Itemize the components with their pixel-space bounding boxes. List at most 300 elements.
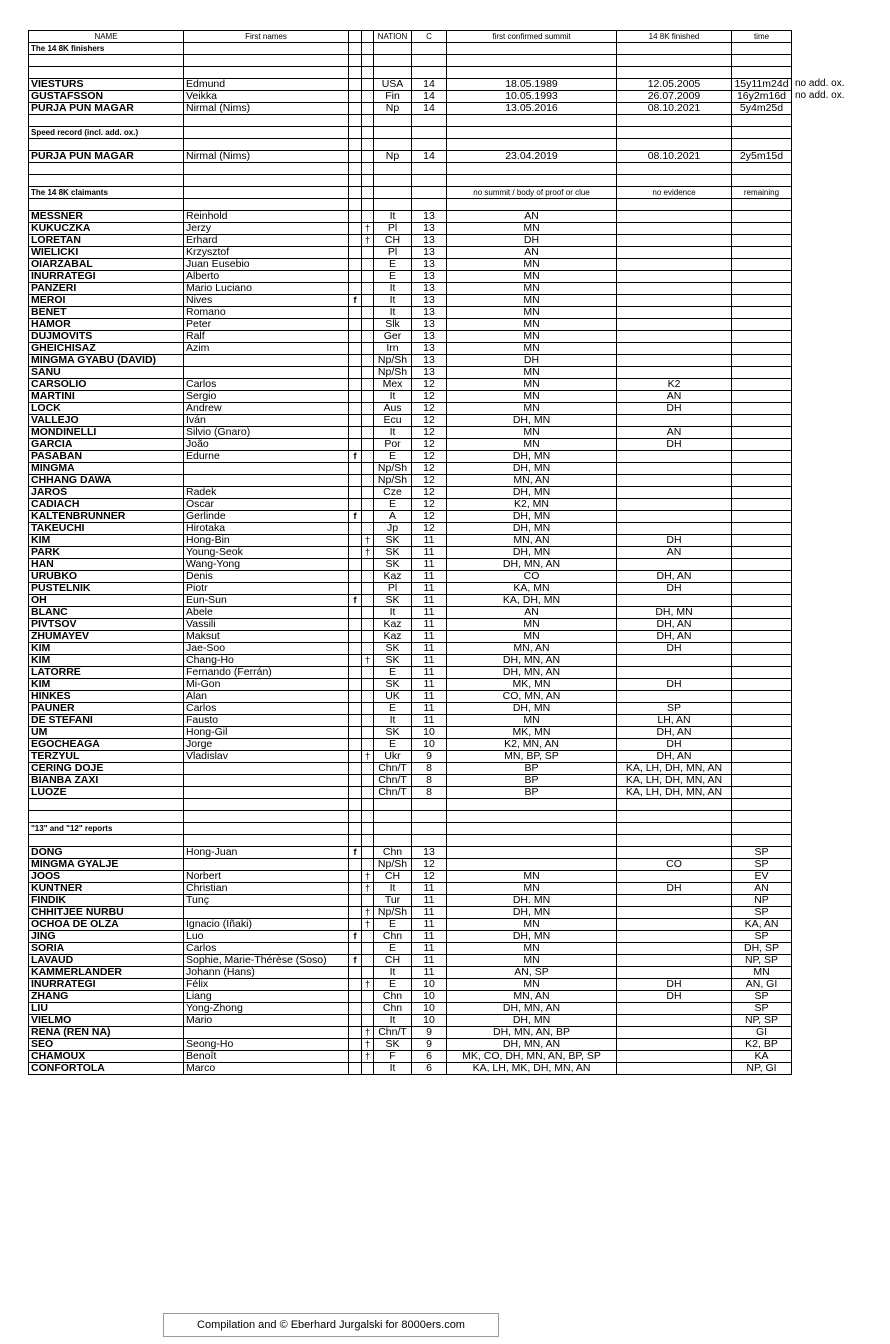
section-row-sum xyxy=(447,43,617,55)
table-row-d xyxy=(362,931,374,943)
table-row-fin xyxy=(617,451,732,463)
table-row-time xyxy=(732,787,792,799)
table-row-name: GUSTAFSSON xyxy=(29,91,184,103)
section-row-nat xyxy=(374,43,412,55)
table-row-name: CARSOLIO xyxy=(29,379,184,391)
table-row-sum: KA, MN xyxy=(447,583,617,595)
table-row-nat: SK xyxy=(374,1039,412,1051)
table-row-c: 10 xyxy=(412,991,447,1003)
header-row-c: C xyxy=(412,31,447,43)
table-row-fin: SP xyxy=(617,703,732,715)
table-row xyxy=(29,595,792,607)
table-row-time xyxy=(732,499,792,511)
table-row-nat: Chn/T xyxy=(374,1027,412,1039)
table-row xyxy=(29,775,792,787)
section-row-time: remaining xyxy=(732,187,792,199)
table-row-d xyxy=(362,1063,374,1075)
table-row-sum: MN xyxy=(447,631,617,643)
table-row-name: DONG xyxy=(29,847,184,859)
table-row-f xyxy=(349,307,362,319)
table-row-nat: Chn xyxy=(374,1003,412,1015)
blank-row-nat xyxy=(374,67,412,79)
table-row xyxy=(29,319,792,331)
table-row-d xyxy=(362,307,374,319)
blank-row-name xyxy=(29,799,184,811)
table-row xyxy=(29,223,792,235)
table-row-sum: MN xyxy=(447,943,617,955)
table-row xyxy=(29,1015,792,1027)
table-row-f xyxy=(349,211,362,223)
table-row-sum: AN xyxy=(447,247,617,259)
table-row xyxy=(29,655,792,667)
table-row-time xyxy=(732,763,792,775)
blank-row-nat xyxy=(374,199,412,211)
table-row-c: 14 xyxy=(412,103,447,115)
table-row-first: Seong-Ho xyxy=(184,1039,349,1051)
header-row-first: First names xyxy=(184,31,349,43)
table-row-f xyxy=(349,535,362,547)
table-row-d xyxy=(362,703,374,715)
table-row-name: CONFORTOLA xyxy=(29,1063,184,1075)
table-row-nat: Chn/T xyxy=(374,787,412,799)
table-row-fin xyxy=(617,1039,732,1051)
table-row-name: RENA (REN NA) xyxy=(29,1027,184,1039)
table-row-fin xyxy=(617,271,732,283)
table-row-first: Vladislav xyxy=(184,751,349,763)
table-row-sum: MN xyxy=(447,271,617,283)
table-row-c: 13 xyxy=(412,211,447,223)
table-row-f xyxy=(349,367,362,379)
table-row-sum: MN xyxy=(447,283,617,295)
table-row-f xyxy=(349,499,362,511)
table-row-first: Ignacio (Iñaki) xyxy=(184,919,349,931)
table-row-name: WIELICKI xyxy=(29,247,184,259)
table-row-d xyxy=(362,895,374,907)
section-row-nat xyxy=(374,127,412,139)
section-row-d xyxy=(362,187,374,199)
table-row xyxy=(29,643,792,655)
table-row-time xyxy=(732,487,792,499)
table-row-name: DUJMOVITS xyxy=(29,331,184,343)
table-row-first xyxy=(184,463,349,475)
table-row-f xyxy=(349,103,362,115)
table-row-f xyxy=(349,727,362,739)
table-row-fin xyxy=(617,307,732,319)
table-row-fin xyxy=(617,895,732,907)
table-row-nat: It xyxy=(374,295,412,307)
table-row-name: PANZERI xyxy=(29,283,184,295)
table-row-time xyxy=(732,235,792,247)
table-row-c: 13 xyxy=(412,355,447,367)
table-row xyxy=(29,391,792,403)
table-row-sum: MN xyxy=(447,391,617,403)
table-row-first: Norbert xyxy=(184,871,349,883)
table-row-first: Andrew xyxy=(184,403,349,415)
section-row-c xyxy=(412,127,447,139)
table-row-name: ZHANG xyxy=(29,991,184,1003)
table-row-f xyxy=(349,1063,362,1075)
blank-row-c xyxy=(412,163,447,175)
table-row-c: 11 xyxy=(412,931,447,943)
table-row-c: 14 xyxy=(412,79,447,91)
table-row-fin: DH xyxy=(617,883,732,895)
table-row-fin: 12.05.2005 xyxy=(617,79,732,91)
blank-row-f xyxy=(349,67,362,79)
table-row-name: MONDINELLI xyxy=(29,427,184,439)
table-row-sum: MN xyxy=(447,319,617,331)
table-row xyxy=(29,523,792,535)
table-row-f xyxy=(349,151,362,163)
table-row-time xyxy=(732,667,792,679)
table-row-d xyxy=(362,151,374,163)
table-row-c: 13 xyxy=(412,247,447,259)
section-row-f xyxy=(349,823,362,835)
table-row-f xyxy=(349,919,362,931)
table-row-name: OIARZABAL xyxy=(29,259,184,271)
table-row-nat: E xyxy=(374,259,412,271)
table-row-time xyxy=(732,703,792,715)
table-row-nat: Ecu xyxy=(374,415,412,427)
table-row-time xyxy=(732,307,792,319)
table-row-f xyxy=(349,355,362,367)
table-row-d xyxy=(362,859,374,871)
blank-row-time xyxy=(732,67,792,79)
blank-row-nat xyxy=(374,163,412,175)
table-row-c: 12 xyxy=(412,871,447,883)
table-row xyxy=(29,619,792,631)
table-row xyxy=(29,451,792,463)
table-row xyxy=(29,739,792,751)
table-row xyxy=(29,583,792,595)
table-row-time: 15y11m24d xyxy=(732,79,792,91)
table-row-nat: E xyxy=(374,943,412,955)
blank-row-c xyxy=(412,67,447,79)
table-row-nat: Slk xyxy=(374,319,412,331)
table-row-c: 6 xyxy=(412,1051,447,1063)
table-row-f xyxy=(349,667,362,679)
table-row-d xyxy=(362,319,374,331)
table-row-c: 11 xyxy=(412,535,447,547)
table-row-name: CERING DOJE xyxy=(29,763,184,775)
table-row xyxy=(29,151,792,163)
table-row-time: AN xyxy=(732,883,792,895)
table-row-nat: USA xyxy=(374,79,412,91)
table-row xyxy=(29,991,792,1003)
table-row-sum: DH, MN xyxy=(447,487,617,499)
table-row-nat: It xyxy=(374,1063,412,1075)
table-row-name: ZHUMAYEV xyxy=(29,631,184,643)
table-row-d: † xyxy=(362,751,374,763)
table-row-d xyxy=(362,1003,374,1015)
table-row-sum: DH, MN xyxy=(447,511,617,523)
table-row-nat: It xyxy=(374,391,412,403)
table-row-fin: LH, AN xyxy=(617,715,732,727)
table-row-name: KIM xyxy=(29,655,184,667)
table-row-time xyxy=(732,391,792,403)
table-row-d: † xyxy=(362,871,374,883)
table-row-d xyxy=(362,991,374,1003)
table-row-name: LAVAUD xyxy=(29,955,184,967)
table-row-fin xyxy=(617,259,732,271)
table-row-time: AN, GI xyxy=(732,979,792,991)
table-row-time xyxy=(732,547,792,559)
table-row-f xyxy=(349,607,362,619)
section-row-c xyxy=(412,43,447,55)
section-row-fin xyxy=(617,127,732,139)
table-row-nat: Pl xyxy=(374,223,412,235)
table-row-c: 11 xyxy=(412,571,447,583)
table-row-nat: Chn/T xyxy=(374,763,412,775)
blank-row-sum xyxy=(447,199,617,211)
table-row-name: EGOCHEAGA xyxy=(29,739,184,751)
table-row-first xyxy=(184,1027,349,1039)
blank-row-nat xyxy=(374,175,412,187)
table-row-sum: MN xyxy=(447,223,617,235)
table-row-nat: Np xyxy=(374,151,412,163)
blank-row-first xyxy=(184,67,349,79)
table-row-sum: 13.05.2016 xyxy=(447,103,617,115)
table-row-f: f xyxy=(349,451,362,463)
table-row-fin xyxy=(617,1015,732,1027)
blank-row-c xyxy=(412,799,447,811)
table-row-nat: SK xyxy=(374,727,412,739)
blank-row-time xyxy=(732,835,792,847)
table-row-time: SP xyxy=(732,1003,792,1015)
table-row xyxy=(29,631,792,643)
table-row-first: Sergio xyxy=(184,391,349,403)
table-row-first: Fausto xyxy=(184,715,349,727)
table-row-f xyxy=(349,259,362,271)
table-row-d xyxy=(362,715,374,727)
blank-row-fin xyxy=(617,835,732,847)
table-row-sum: MN xyxy=(447,955,617,967)
table-row-c: 6 xyxy=(412,1063,447,1075)
table-row-nat: CH xyxy=(374,955,412,967)
table-row-d xyxy=(362,595,374,607)
table-row-f xyxy=(349,319,362,331)
table-row-f xyxy=(349,643,362,655)
table-row-nat: Np/Sh xyxy=(374,367,412,379)
table-row xyxy=(29,1051,792,1063)
table-row-fin xyxy=(617,331,732,343)
section-row-name: Speed record (incl. add. ox.) xyxy=(29,127,184,139)
table-row-time xyxy=(732,259,792,271)
table-row-name: CHAMOUX xyxy=(29,1051,184,1063)
blank-row-c xyxy=(412,835,447,847)
table-row xyxy=(29,907,792,919)
table-row-fin xyxy=(617,463,732,475)
table-row-f xyxy=(349,427,362,439)
table-row-nat: Pl xyxy=(374,247,412,259)
table-row-nat: Np/Sh xyxy=(374,907,412,919)
table-row xyxy=(29,727,792,739)
table-row-fin xyxy=(617,211,732,223)
table-row-nat: Kaz xyxy=(374,619,412,631)
table-row-fin xyxy=(617,559,732,571)
table-row-f xyxy=(349,523,362,535)
table-row-c: 9 xyxy=(412,751,447,763)
table-row-d xyxy=(362,679,374,691)
table-row-c: 14 xyxy=(412,91,447,103)
table-row-d xyxy=(362,367,374,379)
table-row-name: KUNTNER xyxy=(29,883,184,895)
table-row-first: Óscar xyxy=(184,499,349,511)
table-row-first: Vassili xyxy=(184,619,349,631)
table-row-nat: Chn xyxy=(374,991,412,1003)
table-row-time xyxy=(732,511,792,523)
table-row xyxy=(29,1063,792,1075)
table-row-f xyxy=(349,331,362,343)
section-row-d xyxy=(362,127,374,139)
table-row-c: 11 xyxy=(412,691,447,703)
table-row-first: Gerlinde xyxy=(184,511,349,523)
table-row-f xyxy=(349,943,362,955)
table-row-c: 11 xyxy=(412,955,447,967)
table-row xyxy=(29,919,792,931)
table-row-name: OH xyxy=(29,595,184,607)
table-row-d: † xyxy=(362,223,374,235)
table-row-c: 11 xyxy=(412,667,447,679)
section-row-first xyxy=(184,43,349,55)
table-row xyxy=(29,487,792,499)
blank-row-sum xyxy=(447,835,617,847)
table-row-d xyxy=(362,451,374,463)
table-row-fin xyxy=(617,655,732,667)
table-row-name: SORIA xyxy=(29,943,184,955)
table-row-fin xyxy=(617,1063,732,1075)
blank-row-d xyxy=(362,811,374,823)
table-row xyxy=(29,607,792,619)
blank-row-fin xyxy=(617,55,732,67)
table-row-sum: 18.05.1989 xyxy=(447,79,617,91)
table-row-fin xyxy=(617,235,732,247)
table-row-time xyxy=(732,739,792,751)
table-row-time xyxy=(732,439,792,451)
table-row-time: SP xyxy=(732,931,792,943)
table-row xyxy=(29,283,792,295)
table-row-f xyxy=(349,751,362,763)
table-row-fin xyxy=(617,871,732,883)
table-row-name: VIELMO xyxy=(29,1015,184,1027)
table-row-fin xyxy=(617,931,732,943)
table-row-d xyxy=(362,1015,374,1027)
blank-row-fin xyxy=(617,163,732,175)
table-row-sum: DH, MN, AN xyxy=(447,655,617,667)
table-row-f xyxy=(349,991,362,1003)
table-row-sum: BP xyxy=(447,763,617,775)
table-row-name: GARCIA xyxy=(29,439,184,451)
table-row-nat: Tur xyxy=(374,895,412,907)
table-row-first: Peter xyxy=(184,319,349,331)
table-row-time: NP, GI xyxy=(732,1063,792,1075)
table-row-d xyxy=(362,727,374,739)
table-row-name: MEROI xyxy=(29,295,184,307)
table-row-d: † xyxy=(362,907,374,919)
section-row-name: The 14 8K finishers xyxy=(29,43,184,55)
table-row-f xyxy=(349,871,362,883)
table-row-first: Edurne xyxy=(184,451,349,463)
table-row-time xyxy=(732,247,792,259)
table-row-d xyxy=(362,487,374,499)
table-row-sum: MN xyxy=(447,427,617,439)
table-row-d xyxy=(362,283,374,295)
table-row-time xyxy=(732,403,792,415)
table-row-d xyxy=(362,79,374,91)
table-row-f xyxy=(349,739,362,751)
section-row-sum xyxy=(447,127,617,139)
blank-row-nat xyxy=(374,799,412,811)
table-row-name: LORETAN xyxy=(29,235,184,247)
blank-row-d xyxy=(362,199,374,211)
table-row-name: CHHANG DAWA xyxy=(29,475,184,487)
table-row-nat: It xyxy=(374,283,412,295)
table-row-fin xyxy=(617,367,732,379)
table-row xyxy=(29,859,792,871)
table-row-c: 13 xyxy=(412,235,447,247)
table-row-fin xyxy=(617,907,732,919)
copyright-footer: Compilation and © Eberhard Jurgalski for 8000ers.com xyxy=(163,1313,499,1337)
table-row-time xyxy=(732,583,792,595)
table-row-fin xyxy=(617,1003,732,1015)
table-row-d xyxy=(362,631,374,643)
table-row-fin xyxy=(617,967,732,979)
table-row-c: 11 xyxy=(412,679,447,691)
table-row-nat: E xyxy=(374,667,412,679)
table-row-time: NP, SP xyxy=(732,1015,792,1027)
section-row-fin: no evidence xyxy=(617,187,732,199)
table-row-name: MINGMA GYALJE xyxy=(29,859,184,871)
table-row-sum: MN xyxy=(447,331,617,343)
header-row-sum: first confirmed summit xyxy=(447,31,617,43)
table-row-time xyxy=(732,571,792,583)
table-row-time xyxy=(732,319,792,331)
table-row-nat: Np/Sh xyxy=(374,475,412,487)
table-row-f xyxy=(349,583,362,595)
table-row xyxy=(29,535,792,547)
table-row-c: 8 xyxy=(412,763,447,775)
table-row xyxy=(29,79,792,91)
table-row-c: 11 xyxy=(412,631,447,643)
blank-row-sum xyxy=(447,799,617,811)
table-row-first: Félix xyxy=(184,979,349,991)
table-row-f xyxy=(349,343,362,355)
table-row-sum: DH xyxy=(447,355,617,367)
table-row-time: GI xyxy=(732,1027,792,1039)
table-row-d xyxy=(362,247,374,259)
table-row xyxy=(29,1039,792,1051)
blank-row-time xyxy=(732,199,792,211)
table-row-c: 11 xyxy=(412,607,447,619)
table-row-first: Azim xyxy=(184,343,349,355)
table-row-c: 13 xyxy=(412,271,447,283)
table-row-d xyxy=(362,379,374,391)
blank-row-time xyxy=(732,811,792,823)
table-row-sum: K2, MN, AN xyxy=(447,739,617,751)
blank-row-f xyxy=(349,139,362,151)
blank-row-c xyxy=(412,55,447,67)
table-row-c: 12 xyxy=(412,391,447,403)
table-row-time xyxy=(732,535,792,547)
table-row xyxy=(29,463,792,475)
table-row-name: KIM xyxy=(29,679,184,691)
table-row-fin: DH xyxy=(617,979,732,991)
section-row-f xyxy=(349,43,362,55)
table-row-nat: Ukr xyxy=(374,751,412,763)
table-row-fin: DH xyxy=(617,679,732,691)
table-row-d xyxy=(362,691,374,703)
blank-row-fin xyxy=(617,799,732,811)
table-row-time xyxy=(732,679,792,691)
